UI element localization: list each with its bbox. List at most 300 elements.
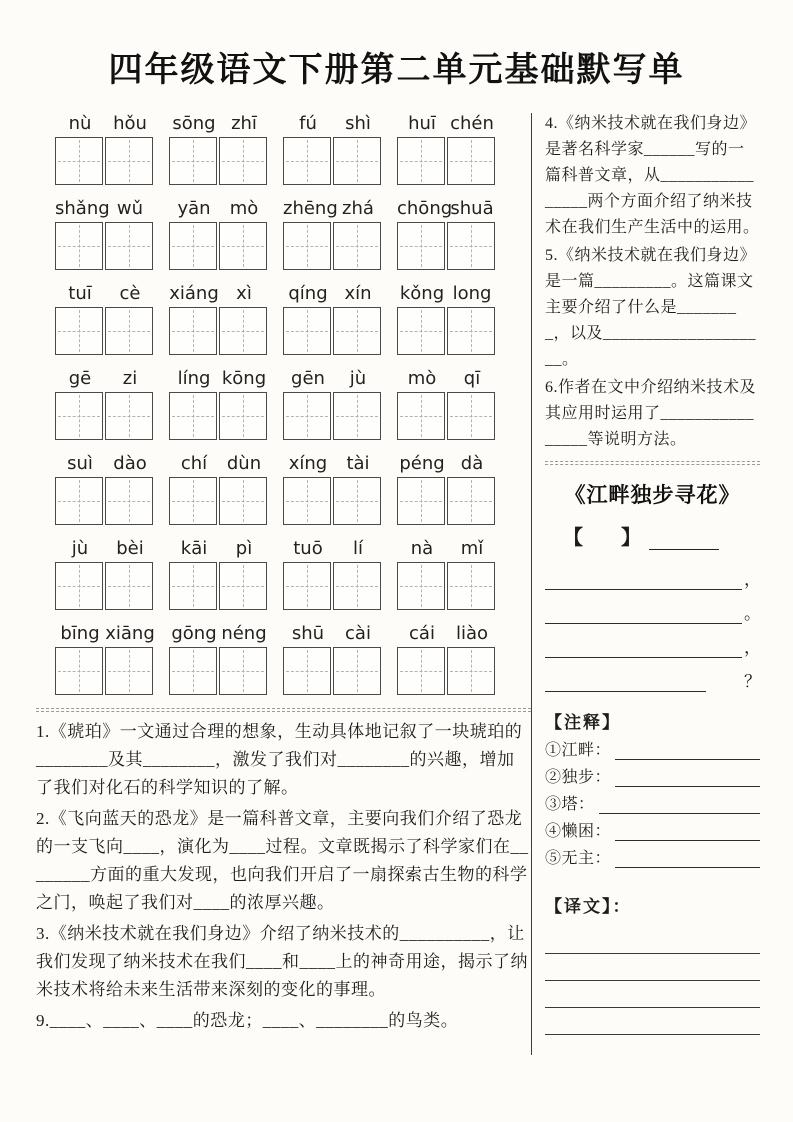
translation-blank-line — [545, 981, 760, 1008]
writing-boxes — [283, 477, 383, 525]
box-midline-vertical — [193, 480, 194, 522]
note-item — [545, 841, 760, 868]
writing-box — [219, 647, 267, 695]
poem-blank-lines — [545, 556, 760, 692]
pinyin-word-group — [169, 198, 269, 270]
notes-header: 【注释】 — [545, 713, 621, 732]
writing-boxes — [169, 647, 269, 695]
blank-underline — [599, 787, 760, 814]
right-column — [532, 109, 760, 1055]
pinyin-syllable: long — [452, 283, 492, 304]
box-midline-vertical — [193, 310, 194, 352]
writing-boxes — [397, 222, 497, 270]
pinyin-syllable: dùn — [226, 453, 262, 474]
writing-box — [333, 562, 381, 610]
note-label: ③塔： — [545, 796, 595, 813]
translation-blank-lines — [545, 927, 760, 1035]
pinyin-syllable: shǎng — [55, 198, 110, 219]
writing-box — [219, 562, 267, 610]
question-text: 2.《飞向蓝天的恐龙》是一篇科普文章，主要向我们介绍了恐龙的一支飞向____，演化为____过程。文章既揭示了科学家们在________方面的重大发现，也向我们开启了一扇探索古生物的科学之门，唤起了我们对____的浓厚兴趣。 — [36, 809, 529, 912]
writing-boxes — [55, 647, 155, 695]
pinyin-word-group — [169, 113, 269, 185]
writing-box — [447, 222, 495, 270]
writing-box — [169, 392, 217, 440]
pinyin-word-group — [55, 368, 155, 440]
pinyin-syllable: wǔ — [116, 198, 144, 219]
pinyin-row — [55, 538, 531, 610]
pinyin-labels — [55, 113, 155, 137]
pinyin-word-group — [397, 198, 497, 270]
pinyin-labels — [169, 538, 269, 562]
pinyin-word-group — [55, 623, 155, 695]
writing-box — [447, 137, 495, 185]
pinyin-word-group — [283, 453, 383, 525]
pinyin-syllable: shì — [345, 113, 371, 134]
writing-box — [283, 137, 331, 185]
pinyin-syllable: zhá — [342, 198, 374, 219]
pinyin-grid-section — [55, 113, 531, 695]
box-midline-vertical — [307, 565, 308, 607]
box-midline-vertical — [243, 310, 244, 352]
pinyin-word-group — [169, 623, 269, 695]
writing-boxes — [397, 477, 497, 525]
writing-boxes — [55, 222, 155, 270]
pinyin-labels — [283, 198, 383, 222]
writing-boxes — [169, 137, 269, 185]
box-midline-vertical — [307, 480, 308, 522]
pinyin-syllable: xín — [344, 283, 372, 304]
writing-boxes — [55, 392, 155, 440]
left-column — [36, 109, 531, 1055]
pinyin-syllable: lí — [352, 538, 363, 559]
translation-blank-line — [545, 1008, 760, 1035]
pinyin-labels — [169, 113, 269, 137]
box-midline-vertical — [243, 395, 244, 437]
pinyin-syllable: qíng — [288, 283, 328, 304]
box-midline-vertical — [307, 395, 308, 437]
blank-underline — [615, 760, 760, 787]
writing-box — [105, 137, 153, 185]
poem-punctuation: ， — [744, 570, 761, 589]
pinyin-labels — [169, 623, 269, 647]
pinyin-syllable: suì — [67, 453, 93, 474]
box-midline-vertical — [307, 140, 308, 182]
pinyin-labels — [397, 453, 497, 477]
poem-punctuation: ， — [744, 638, 761, 657]
poem-author-line — [563, 521, 760, 550]
writing-box — [105, 307, 153, 355]
pinyin-word-group — [283, 368, 383, 440]
pinyin-syllable: shū — [291, 623, 325, 644]
box-midline-vertical — [129, 395, 130, 437]
box-midline-vertical — [471, 565, 472, 607]
pinyin-syllable: gēn — [291, 368, 325, 389]
pinyin-word-group — [169, 368, 269, 440]
pinyin-syllable: dào — [113, 453, 147, 474]
pinyin-word-group — [397, 623, 497, 695]
pinyin-syllable: xiāng — [105, 623, 155, 644]
box-midline-vertical — [193, 565, 194, 607]
writing-box — [169, 562, 217, 610]
note-item — [545, 733, 760, 760]
box-midline-vertical — [193, 225, 194, 267]
pinyin-word-group — [397, 453, 497, 525]
box-midline-vertical — [421, 225, 422, 267]
box-midline-vertical — [129, 310, 130, 352]
pinyin-syllable: tài — [346, 453, 370, 474]
bracket-close: 】 — [621, 527, 641, 549]
pinyin-syllable: mǐ — [460, 538, 484, 559]
blank-underline — [615, 814, 760, 841]
note-item — [545, 814, 760, 841]
pinyin-labels — [283, 623, 383, 647]
pinyin-syllable: néng — [221, 623, 267, 644]
pinyin-word-group — [283, 538, 383, 610]
writing-box — [397, 222, 445, 270]
pinyin-syllable: pì — [235, 538, 253, 559]
writing-boxes — [55, 307, 155, 355]
pinyin-syllable: chén — [450, 113, 494, 134]
writing-boxes — [169, 562, 269, 610]
writing-box — [219, 477, 267, 525]
notes-section — [545, 708, 760, 868]
box-midline-vertical — [243, 225, 244, 267]
pinyin-row — [55, 453, 531, 525]
pinyin-syllable: mò — [407, 368, 437, 389]
writing-boxes — [55, 477, 155, 525]
pinyin-word-group — [169, 538, 269, 610]
box-midline-vertical — [357, 310, 358, 352]
writing-box — [283, 647, 331, 695]
writing-boxes — [397, 137, 497, 185]
pinyin-syllable: xíng — [288, 453, 328, 474]
pinyin-syllable: tuī — [68, 283, 92, 304]
pinyin-syllable: xì — [236, 283, 252, 304]
box-midline-vertical — [129, 565, 130, 607]
writing-box — [283, 562, 331, 610]
box-midline-vertical — [243, 480, 244, 522]
writing-box — [169, 222, 217, 270]
box-midline-vertical — [79, 225, 80, 267]
writing-box — [333, 392, 381, 440]
pinyin-syllable: yān — [177, 198, 211, 219]
writing-box — [333, 307, 381, 355]
pinyin-row — [55, 623, 531, 695]
pinyin-syllable: bīng — [60, 623, 100, 644]
writing-box — [219, 307, 267, 355]
box-midline-vertical — [471, 395, 472, 437]
pinyin-syllable: bèi — [116, 538, 144, 559]
writing-boxes — [169, 392, 269, 440]
box-midline-vertical — [357, 225, 358, 267]
right-questions-section — [545, 111, 760, 453]
pinyin-labels — [169, 453, 269, 477]
box-midline-vertical — [421, 650, 422, 692]
box-midline-vertical — [471, 140, 472, 182]
writing-box — [447, 647, 495, 695]
writing-boxes — [397, 562, 497, 610]
box-midline-vertical — [307, 310, 308, 352]
box-midline-vertical — [357, 395, 358, 437]
pinyin-syllable: jù — [349, 368, 367, 389]
pinyin-word-group — [55, 113, 155, 185]
writing-boxes — [283, 222, 383, 270]
question-text: 3.《纳米技术就在我们身边》介绍了纳米技术的__________，让我们发现了纳米技术在我们____和____上的神奇用途，揭示了纳米技术将给未来生活带来深刻的变化的事理。 — [36, 924, 528, 999]
pinyin-syllable: shuā — [450, 198, 494, 219]
writing-boxes — [169, 307, 269, 355]
pinyin-labels — [397, 198, 497, 222]
box-midline-vertical — [129, 140, 130, 182]
writing-box — [283, 477, 331, 525]
writing-box — [105, 392, 153, 440]
box-midline-vertical — [421, 140, 422, 182]
writing-boxes — [55, 562, 155, 610]
author-blank-underline — [649, 526, 719, 550]
pinyin-syllable: huī — [408, 113, 436, 134]
writing-box — [397, 392, 445, 440]
box-midline-vertical — [79, 650, 80, 692]
writing-box — [105, 562, 153, 610]
writing-box — [169, 307, 217, 355]
writing-box — [447, 562, 495, 610]
pinyin-syllable: gōng — [171, 623, 217, 644]
pinyin-syllable: chōng — [397, 198, 453, 219]
box-midline-vertical — [243, 650, 244, 692]
pinyin-word-group — [397, 368, 497, 440]
writing-box — [105, 222, 153, 270]
pinyin-word-group — [397, 538, 497, 610]
question-text: 4.《纳米技术就在我们身边》是著名科学家______写的一篇科普文章，从________________两个方面介绍了纳米技术在我们生产生活中的运用。 — [545, 115, 760, 236]
writing-boxes — [169, 222, 269, 270]
pinyin-syllable: jù — [71, 538, 89, 559]
writing-box — [169, 137, 217, 185]
box-midline-vertical — [129, 225, 130, 267]
box-midline-vertical — [79, 310, 80, 352]
writing-box — [333, 647, 381, 695]
pinyin-labels — [283, 538, 383, 562]
blank-underline — [545, 590, 742, 624]
poem-section — [545, 479, 760, 692]
writing-boxes — [283, 647, 383, 695]
question-text: 6.作者在文中介绍纳米技术及其应用时运用了________________等说明方法。 — [545, 379, 757, 448]
box-midline-vertical — [471, 480, 472, 522]
box-midline-vertical — [243, 140, 244, 182]
writing-box — [447, 307, 495, 355]
pinyin-labels — [55, 283, 155, 307]
translation-header: 【译文】： — [545, 897, 632, 916]
pinyin-labels — [397, 538, 497, 562]
box-midline-vertical — [79, 480, 80, 522]
writing-box — [283, 222, 331, 270]
poem-punctuation: ？ — [744, 672, 761, 691]
pinyin-labels — [397, 113, 497, 137]
question-text: 5.《纳米技术就在我们身边》是一篇_________。这篇课文主要介绍了什么是________，以及____________________。 — [545, 247, 757, 368]
pinyin-syllable: dà — [460, 453, 484, 474]
pinyin-syllable: liào — [455, 623, 489, 644]
box-midline-vertical — [129, 650, 130, 692]
box-midline-vertical — [357, 480, 358, 522]
note-label: ⑤无主： — [545, 850, 612, 867]
writing-box — [169, 647, 217, 695]
content-columns — [0, 109, 793, 1055]
writing-box — [55, 222, 103, 270]
pinyin-labels — [55, 368, 155, 392]
box-midline-vertical — [129, 480, 130, 522]
box-midline-vertical — [193, 395, 194, 437]
writing-box — [447, 392, 495, 440]
pinyin-row — [55, 113, 531, 185]
box-midline-vertical — [357, 140, 358, 182]
writing-box — [333, 477, 381, 525]
writing-box — [283, 392, 331, 440]
box-midline-vertical — [79, 395, 80, 437]
poem-divider-dashed — [545, 461, 760, 465]
box-midline-vertical — [421, 480, 422, 522]
writing-box — [55, 137, 103, 185]
pinyin-syllable: kōng — [221, 368, 267, 389]
pinyin-syllable: sōng — [172, 113, 216, 134]
pinyin-word-group — [397, 283, 497, 355]
blank-underline — [545, 556, 742, 590]
pinyin-syllable: cè — [119, 283, 141, 304]
question-text: 9.____、____、____的恐龙；____、________的鸟类。 — [36, 1011, 459, 1030]
poem-blank-line — [545, 590, 760, 624]
pinyin-syllable: chí — [180, 453, 208, 474]
note-label: ②独步： — [545, 769, 612, 786]
pinyin-syllable: xiáng — [169, 283, 219, 304]
pinyin-syllable: tuō — [293, 538, 323, 559]
writing-box — [333, 137, 381, 185]
pinyin-syllable: zi — [122, 368, 138, 389]
pinyin-word-group — [55, 198, 155, 270]
writing-box — [283, 307, 331, 355]
box-midline-vertical — [79, 140, 80, 182]
pinyin-syllable: nà — [410, 538, 434, 559]
writing-box — [55, 477, 103, 525]
pinyin-labels — [55, 623, 155, 647]
pinyin-labels — [55, 198, 155, 222]
pinyin-word-group — [55, 453, 155, 525]
pinyin-labels — [169, 283, 269, 307]
pinyin-syllable: kǒng — [399, 283, 445, 304]
pinyin-labels — [397, 623, 497, 647]
question-text: 1.《琥珀》一文通过合理的想象，生动具体地记叙了一块琥珀的________及其________，激发了我们对________的兴趣，增加了我们对化石的科学知识的了解。 — [36, 722, 523, 797]
pinyin-syllable: líng — [177, 368, 211, 389]
writing-boxes — [283, 137, 383, 185]
blank-underline — [545, 624, 742, 658]
note-item — [545, 760, 760, 787]
writing-box — [397, 137, 445, 185]
box-midline-vertical — [307, 650, 308, 692]
left-questions-section — [36, 718, 531, 1035]
pinyin-labels — [397, 368, 497, 392]
pinyin-word-group — [283, 283, 383, 355]
writing-box — [219, 222, 267, 270]
writing-box — [397, 477, 445, 525]
pinyin-labels — [283, 368, 383, 392]
blank-underline — [615, 733, 760, 760]
box-midline-vertical — [357, 565, 358, 607]
box-midline-vertical — [193, 140, 194, 182]
pinyin-syllable: nù — [68, 113, 92, 134]
pinyin-word-group — [283, 198, 383, 270]
box-midline-vertical — [471, 650, 472, 692]
poem-blank-line — [545, 658, 760, 692]
writing-boxes — [397, 392, 497, 440]
writing-box — [397, 562, 445, 610]
translation-blank-line — [545, 927, 760, 954]
pinyin-labels — [283, 453, 383, 477]
box-midline-vertical — [357, 650, 358, 692]
writing-box — [55, 392, 103, 440]
writing-boxes — [283, 392, 383, 440]
writing-box — [105, 647, 153, 695]
pinyin-word-group — [283, 113, 383, 185]
box-midline-vertical — [471, 225, 472, 267]
box-midline-vertical — [79, 565, 80, 607]
pinyin-word-group — [55, 538, 155, 610]
poem-punctuation: 。 — [744, 604, 761, 623]
blank-underline — [615, 841, 760, 868]
writing-boxes — [283, 562, 383, 610]
bracket-open: 【 — [563, 527, 583, 549]
box-midline-vertical — [307, 225, 308, 267]
writing-boxes — [169, 477, 269, 525]
box-midline-vertical — [421, 565, 422, 607]
pinyin-labels — [55, 538, 155, 562]
note-label: ④懒困： — [545, 823, 612, 840]
pinyin-word-group — [55, 283, 155, 355]
pinyin-row — [55, 198, 531, 270]
writing-box — [219, 392, 267, 440]
pinyin-syllable: cài — [345, 623, 371, 644]
writing-box — [169, 477, 217, 525]
writing-box — [333, 222, 381, 270]
pinyin-syllable: qī — [463, 368, 481, 389]
pinyin-labels — [397, 283, 497, 307]
writing-boxes — [55, 137, 155, 185]
translation-section — [545, 892, 760, 1035]
pinyin-labels — [283, 283, 383, 307]
pinyin-word-group — [397, 113, 497, 185]
box-midline-vertical — [243, 565, 244, 607]
blank-underline — [545, 658, 706, 692]
pinyin-syllable: fú — [299, 113, 317, 134]
writing-box — [447, 477, 495, 525]
pinyin-syllable: gē — [68, 368, 92, 389]
writing-box — [397, 307, 445, 355]
poem-blank-line — [545, 624, 760, 658]
pinyin-syllable: hǒu — [113, 113, 147, 134]
section-divider-dashed — [36, 708, 531, 712]
writing-boxes — [283, 307, 383, 355]
page-title: 四年级语文下册第二单元基础默写单 — [108, 52, 685, 89]
pinyin-row — [55, 368, 531, 440]
writing-box — [55, 307, 103, 355]
writing-boxes — [397, 307, 497, 355]
pinyin-syllable: mò — [229, 198, 259, 219]
pinyin-labels — [55, 453, 155, 477]
pinyin-syllable: zhēng — [283, 198, 338, 219]
pinyin-syllable: kāi — [180, 538, 208, 559]
box-midline-vertical — [421, 310, 422, 352]
pinyin-word-group — [169, 283, 269, 355]
writing-box — [105, 477, 153, 525]
note-label: ①江畔： — [545, 742, 612, 759]
writing-box — [397, 647, 445, 695]
box-midline-vertical — [421, 395, 422, 437]
writing-boxes — [397, 647, 497, 695]
